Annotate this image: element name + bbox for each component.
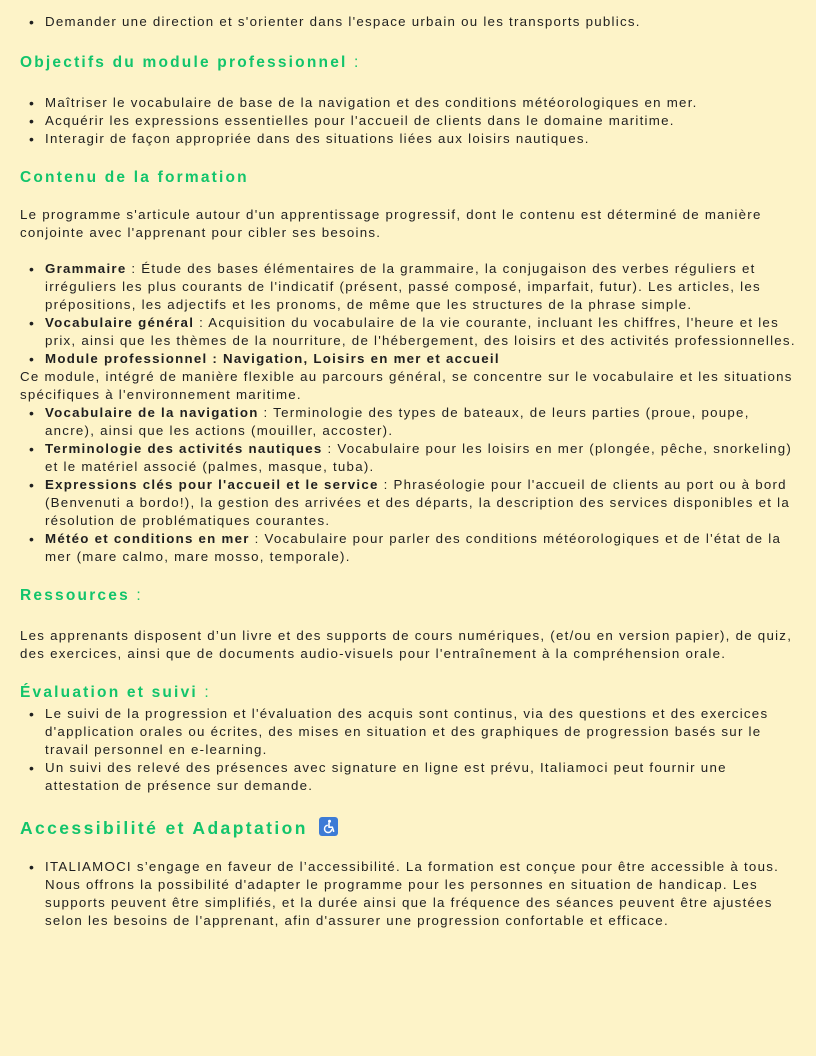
list-item: • ITALIAMOCI s’engage en faveur de l’accessibilité. La formation est conçue pour être accessible à tous. Nous offrons la possibilité d'adapter le programme pour les personnes en situation de handicap. Les supports peuvent être simplifiés, et la durée ainsi que la fréquence des séances peuvent être ajustées selon les besoins de l'apprenant, afin d'assurer une progression confortable et efficace. <box>45 858 796 930</box>
objectifs-list <box>20 94 796 148</box>
item-term: Expressions clés pour l'accueil et le service <box>45 477 379 492</box>
item-term: Vocabulaire général <box>45 315 195 330</box>
list-item <box>45 350 796 368</box>
heading-text: Accessibilité et Adaptation <box>20 818 308 838</box>
list-item: • Maîtriser le vocabulaire de base de la navigation et des conditions météorologiques en mer. <box>45 94 796 112</box>
section-heading-accessibilite <box>20 817 796 838</box>
contenu-list <box>20 260 796 368</box>
contenu-intro: Le programme s'articule autour d'un apprentissage progressif, dont le contenu est déterminé de manière conjointe avec l'apprenant pour cibler ses besoins. <box>20 207 762 240</box>
accessibilite-list <box>20 858 796 930</box>
list-item <box>45 440 796 476</box>
item-text: : Vocabulaire pour les loisirs en mer (plongée, pêche, snorkeling) et le matériel associé (palmes, masque, tuba). <box>45 441 793 474</box>
heading-colon: : <box>204 684 211 701</box>
section-heading-ressources <box>20 586 796 606</box>
item-term: Météo et conditions en mer <box>45 531 250 546</box>
module-list <box>20 404 796 566</box>
list-item <box>45 314 796 350</box>
list-item <box>45 476 796 530</box>
module-intro: Ce module, intégré de manière flexible au parcours général, se concentre sur le vocabulaire et les situations spécifiques à l'environnement maritime. <box>20 369 793 402</box>
item-term: Vocabulaire de la navigation <box>45 405 259 420</box>
item-term: Grammaire <box>45 261 127 276</box>
section-heading-objectifs <box>20 53 796 73</box>
evaluation-list <box>20 705 796 795</box>
list-item <box>45 260 796 314</box>
list-item: • Un suivi des relevé des présences avec signature en ligne est prévu, Italiamoci peut fournir une attestation de présence sur demande. <box>45 759 796 795</box>
wheelchair-icon <box>319 817 338 836</box>
list-item <box>45 530 796 566</box>
item-text: : Étude des bases élémentaires de la grammaire, la conjugaison des verbes réguliers et irréguliers les plus courants de l'indicatif (présent, passé composé, imparfait, futur). Les articles, les prépositions, les adjectifs et les pronoms, de même que les structures de la phrase simple. <box>45 261 761 312</box>
section-heading-contenu <box>20 168 796 188</box>
heading-text: Évaluation et suivi <box>20 684 198 701</box>
heading-colon: : <box>354 54 361 71</box>
heading-text: Objectifs du module professionnel <box>20 54 348 71</box>
heading-colon: : <box>136 587 143 604</box>
item-text: : Terminologie des types de bateaux, de leurs parties (proue, poupe, ancre), ainsi que les actions (mouiller, accoster). <box>45 405 750 438</box>
list-item: • Interagir de façon appropriée dans des situations liées aux loisirs nautiques. <box>45 130 796 148</box>
heading-text: Contenu de la formation <box>20 169 249 186</box>
ressources-text: Les apprenants disposent d’un livre et des supports de cours numériques, (et/ou en version papier), de quiz, des exercices, ainsi que de documents audio-visuels pour l'entraînement à la compréhension orale. <box>20 628 793 661</box>
heading-text: Ressources <box>20 587 130 604</box>
list-item <box>45 404 796 440</box>
section-heading-evaluation <box>20 683 796 703</box>
item-term: Terminologie des activités nautiques <box>45 441 323 456</box>
item-text: : Acquisition du vocabulaire de la vie courante, incluant les chiffres, l'heure et les prix, ainsi que les thèmes de la nourriture, de l'hébergement, des loisirs et des activités professionnelles. <box>45 315 796 348</box>
item-text: : Phraséologie pour l'accueil de clients au port ou à bord (Benvenuti a bordo!), la gestion des arrivées et des départs, la description des services disponibles et la résolution de problématiques courantes. <box>45 477 791 528</box>
intro-list <box>20 0 796 31</box>
item-term: Module professionnel : Navigation, Loisirs en mer et accueil <box>45 351 500 366</box>
list-item: • Le suivi de la progression et l'évaluation des acquis sont continus, via des questions et des exercices d'application orales ou écrites, des mises en situation et des graphiques de progression basés sur le travail personnel en e-learning. <box>45 705 796 759</box>
list-item: • Acquérir les expressions essentielles pour l'accueil de clients dans le domaine maritime. <box>45 112 796 130</box>
list-item: • Demander une direction et s'orienter dans l'espace urbain ou les transports publics. <box>45 13 796 31</box>
item-text: : Vocabulaire pour parler des conditions météorologiques et de l'état de la mer (mare calmo, mare mosso, temporale). <box>45 531 782 564</box>
